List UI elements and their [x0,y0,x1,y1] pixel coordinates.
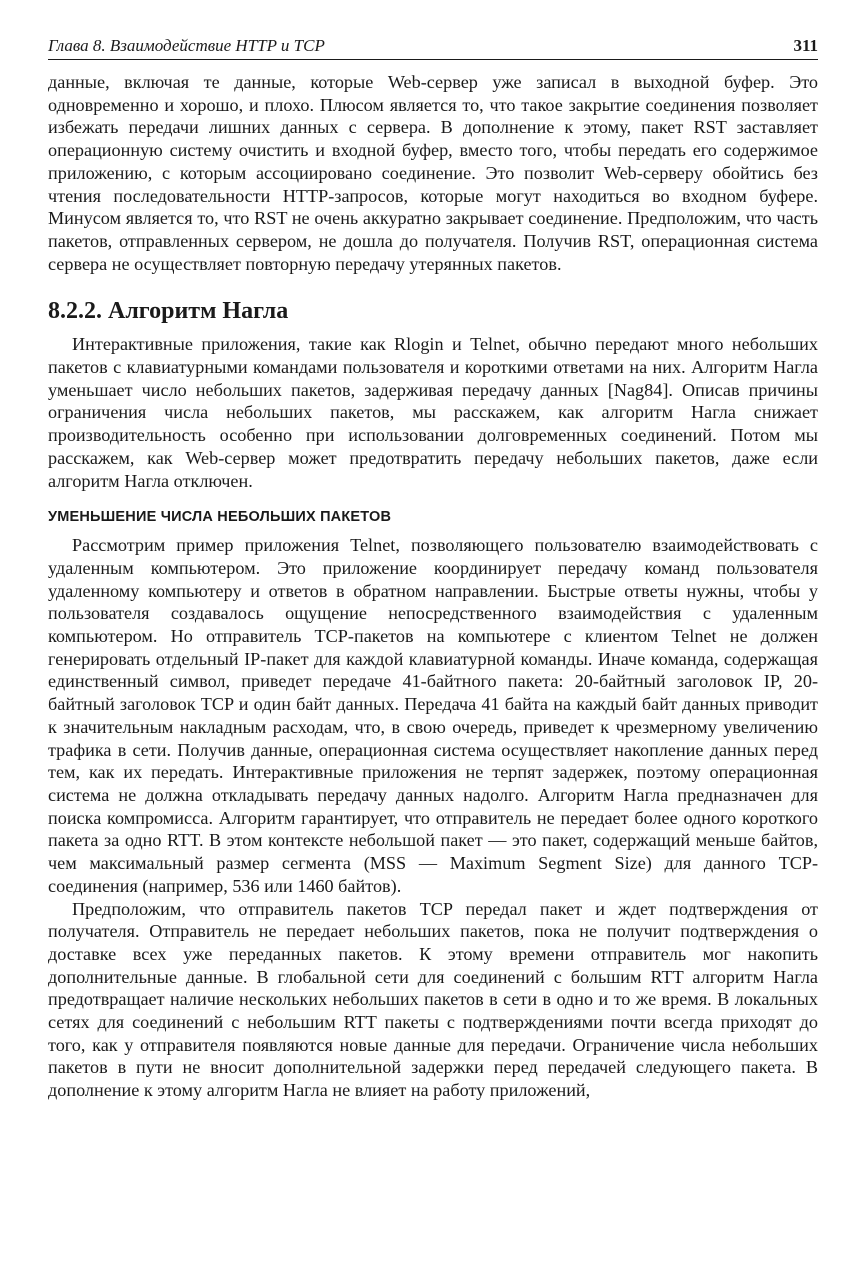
subsection-paragraph-1: Рассмотрим пример приложения Telnet, позволяющего пользователю взаимодействовать с удаленным компьютером. Это приложение координирует передачу команд пользователя удаленному компьютеру и ответов в обратном направлении. Быстрые ответы нужны, чтобы у пользователя создавалось ощущение непосредственного взаимодействия с удаленным компьютером. Но отправитель TCP-пакетов на компьютере с клиентом Telnet не должен генерировать отдельный IP-пакет для каждой клавиатурной команды. Иначе команда, содержащая единственный символ, приведет передаче 41-байтного пакета: 20-байтный заголовок IP, 20-байтный заголовок TCP и один байт данных. Передача 41 байта на каждый байт данных приводит к значительным накладным расходам, что, в свою очередь, приведет к чрезмерному увеличению трафика в сети. Получив данные, операционная система осуществляет накопление данных перед тем, как их передать. Интерактивные приложения не терпят задержек, поэтому операционная система не должна откладывать передачу данных надолго. Алгоритм Нагла предназначен для поиска компромисса. Алгоритм гарантирует, что отправитель не передает более одного короткого пакета за одно RTT. В этом контексте небольшой пакет — это пакет, содержащий меньше байтов, чем максимальный размер сегмента (MSS — Maximum Segment Size) для данного TCP-соединения (например, 536 или 1460 байтов). [48,535,818,896]
intro-paragraph: данные, включая те данные, которые Web-сервер уже записал в выходной буфер. Это одновременно и хорошо, и плохо. Плюсом является то, что такое закрытие соединения позволяет избежать передачи лишних данных с сервера. В дополнение к этому, пакет RST заставляет операционную систему очистить и входной буфер, вместо того, чтобы передать его содержимое приложению, с которым ассоциировано соединение. Это позволит Web-серверу обойтись без чтения последовательности HTTP-запросов, которые могут находиться во входном буфере. Минусом является то, что RST не очень аккуратно закрывает соединение. Предположим, что часть пакетов, отправленных сервером, не дошла до получателя. Получив RST, операционная система сервера не осуществляет повторную передачу утерянных пакетов. [48,72,818,274]
chapter-title: Глава 8. Взаимодействие HTTP и TCP [48,36,325,55]
running-head [48,36,818,60]
book-page [48,36,818,1102]
page-number: 311 [793,36,818,55]
section-heading: 8.2.2. Алгоритм Нагла [48,298,289,325]
section-paragraph: Интерактивные приложения, такие как Rlogin и Telnet, обычно передают много небольших пакетов с клавиатурными командами пользователя и короткими ответами на них. Алгоритм Нагла уменьшает число небольших пакетов, задерживая передачу данных [Nag84]. Описав причины ограничения числа небольших пакетов, мы расскажем, как алгоритм Нагла снижает производительность особенно при использовании долговременных соединений. Потом мы расскажем, как Web-сервер может предотвратить передачу небольших пакетов, даже если алгоритм Нагла отключен. [48,334,818,491]
subsection-paragraph-2: Предположим, что отправитель пакетов TCP передал пакет и ждет подтверждения от получателя. Отправитель не передает небольших пакетов, пока не получит подтверждения о доставке всех уже переданных пакетов. К этому времени отправитель мог накопить дополнительные данные. В глобальной сети для соединений с большим RTT алгоритм Нагла предотвращает наличие нескольких небольших пакетов в сети в одно и то же время. В локальных сетях для соединений с небольшим RTT пакеты с подтверждениями почти всегда приходят до того, как у отправителя появляются новые данные для передачи. Ограничение числа небольших пакетов в пути не вносит дополнительной задержки перед передачей следующего пакета. В дополнение к этому алгоритм Нагла не влияет на работу приложений, [48,898,818,1101]
subsection-heading: УМЕНЬШЕНИЕ ЧИСЛА НЕБОЛЬШИХ ПАКЕТОВ [48,509,392,526]
